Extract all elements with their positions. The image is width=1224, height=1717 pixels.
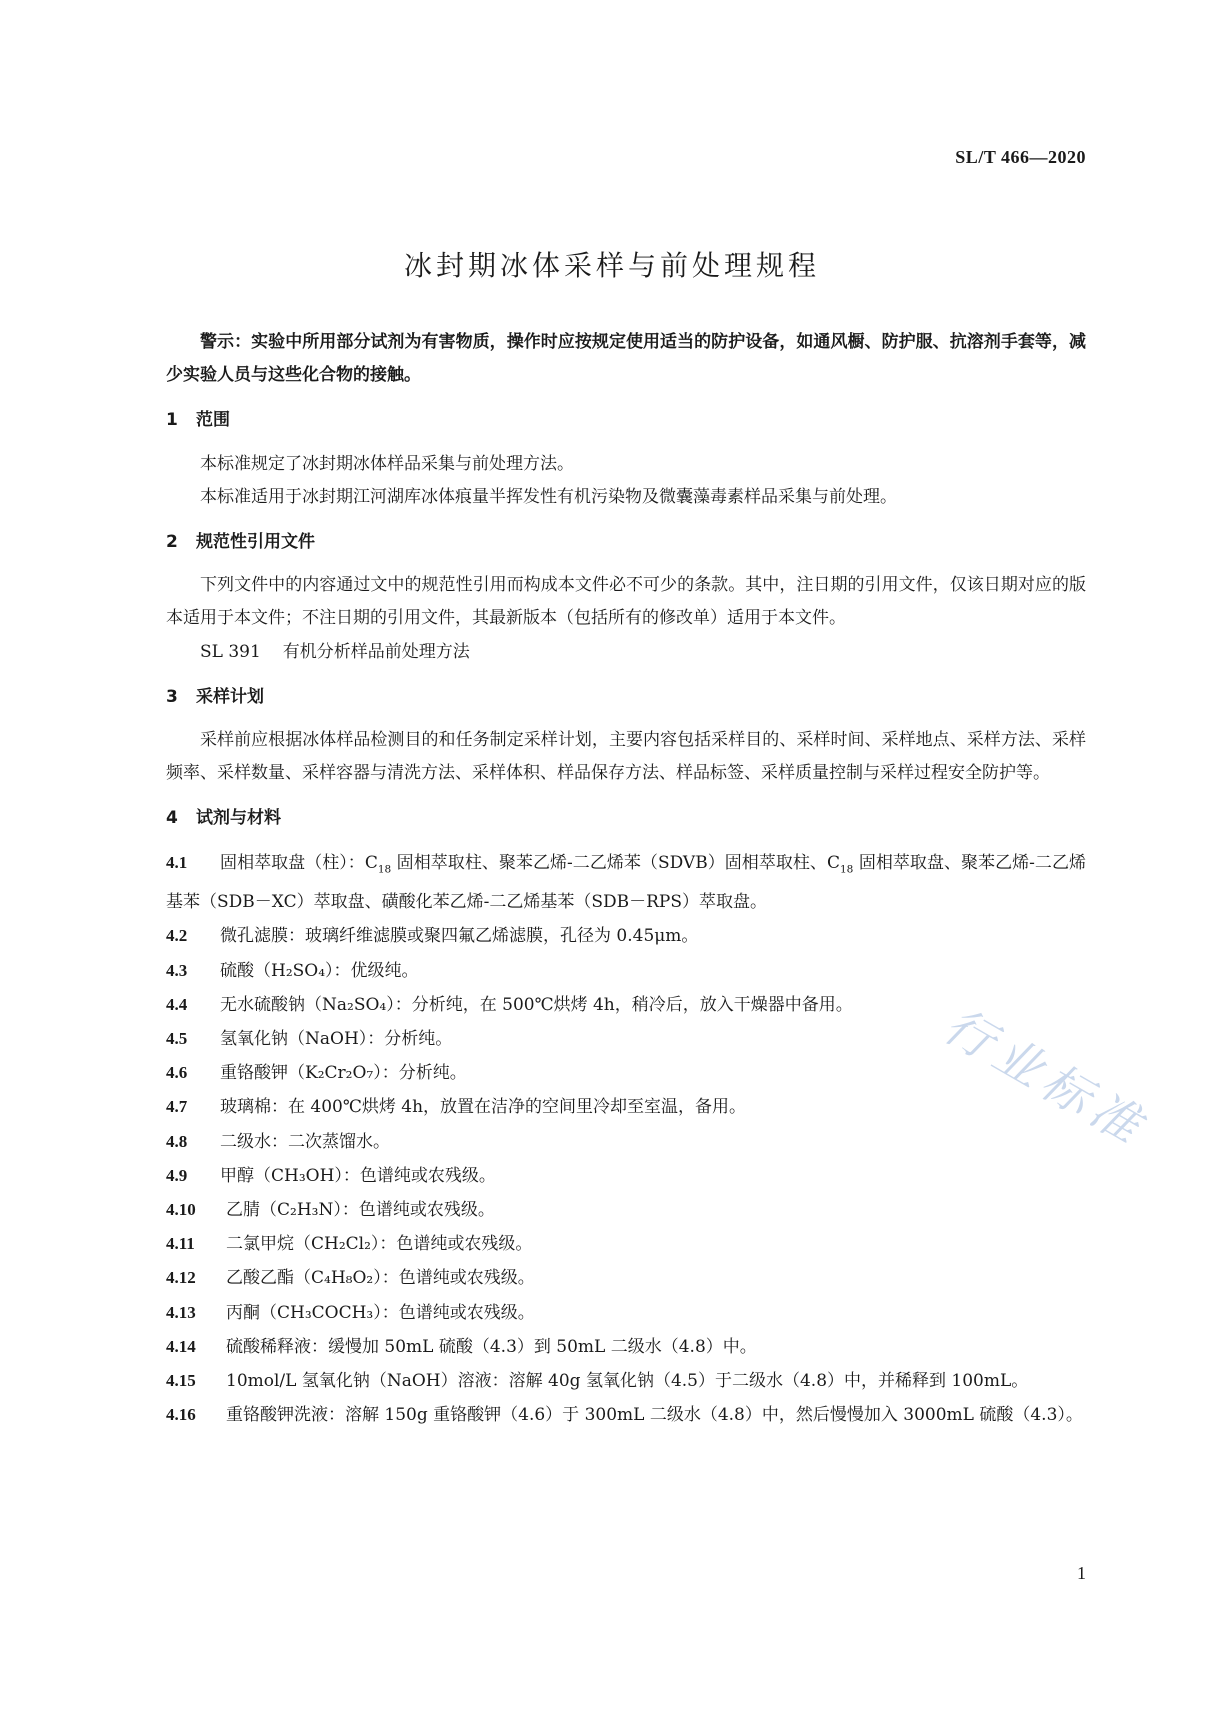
reference-entry [166,636,1086,669]
item-number: 4.3 [166,960,188,980]
item-text: 固相萃取盘（柱）：C [220,852,378,873]
paragraph: 本标准规定了冰封期冰体样品采集与前处理方法。 [200,453,574,474]
section-number: 4 [166,808,178,829]
item-number: 4.9 [166,1165,188,1185]
item-number: 4.8 [166,1131,188,1151]
paragraph: 下列文件中的内容通过文中的规范性引用而构成本文件必不可少的条款。其中，注日期的引用文件，仅该日期对应的版本适用于本文件；不注日期的引用文件，其最新版本（包括所有的修改单）适用于本文件。 [166,575,1086,629]
item-number: 4.13 [166,1302,196,1322]
item-text: 固相萃取盘、聚苯乙烯-二乙烯基苯（SDB－XC）萃取盘、磺酸化苯乙烯-二乙烯基苯（SDB－RPS）萃取盘。 [166,852,1086,913]
item-number: 4.1 [166,852,188,872]
document-title: 冰封期冰体采样与前处理规程 [403,249,820,282]
item-number: 4.10 [166,1200,196,1220]
item-number: 4.14 [166,1336,196,1356]
item-text: 固相萃取柱、聚苯乙烯-二乙烯苯（SDVB）固相萃取柱、C [391,852,840,873]
item-text: 微孔滤膜：玻璃纤维滤膜或聚四氟乙烯滤膜，孔径为 0.45μm。 [220,926,699,947]
item-text: 重铬酸钾洗液：溶解 150g 重铬酸钾（4.6）于 300mL 二级水（4.8）中，然后慢慢加入 3000mL 硫酸（4.3）。 [226,1405,1083,1426]
list-item [166,1193,1086,1227]
item-text: 10mol/L 氢氧化钠（NaOH）溶液：溶解 40g 氢氧化钠（4.5）于二级水（4.8）中，并稀释到 100mL。 [226,1371,1029,1392]
subscript: 18 [377,863,392,876]
list-item [166,1364,1086,1398]
item-number: 4.16 [166,1405,196,1425]
item-text: 二级水：二次蒸馏水。 [220,1131,390,1152]
section-number: 3 [166,686,178,707]
page-number: 1 [1077,1563,1086,1583]
item-number: 4.4 [166,994,188,1014]
paragraph: 采样前应根据冰体样品检测目的和任务制定采样计划，主要内容包括采样目的、采样时间、采样地点、采样方法、采样频率、采样数量、采样容器与清洗方法、采样体积、样品保存方法、样品标签、采样质量控制与采样过程安全防护等。 [166,730,1086,784]
list-item [166,1056,1086,1090]
item-number: 4.2 [166,926,188,946]
reference-title: 有机分析样品前处理方法 [282,641,470,662]
list-item [166,1330,1086,1364]
item-number: 4.5 [166,1029,188,1049]
item-text: 二氯甲烷（CH₂Cl₂）：色谱纯或农残级。 [226,1234,533,1255]
item-number: 4.11 [166,1234,195,1254]
section-title: 试剂与材料 [196,808,281,829]
item-text: 乙酸乙酯（C₄H₈O₂）：色谱纯或农残级。 [226,1268,535,1289]
item-text: 硫酸（H₂SO₄）：优级纯。 [220,960,419,981]
item-text: 玻璃棉：在 400℃烘烤 4h，放置在洁净的空间里冷却至室温，备用。 [220,1097,747,1118]
item-number: 4.7 [166,1097,188,1117]
list-item [166,1090,1086,1124]
list-item [166,1296,1086,1330]
list-item [166,1227,1086,1261]
item-text: 硫酸稀释液：缓慢加 50mL 硫酸（4.3）到 50mL 二级水（4.8）中。 [226,1336,757,1357]
section-heading-sampling-plan [166,681,1086,714]
watermark: 行业标准 [934,997,1157,1159]
item-text: 丙酮（CH₃COCH₃）：色谱纯或农残级。 [226,1302,535,1323]
list-item [166,1125,1086,1159]
item-number: 4.6 [166,1063,188,1083]
standard-code: SL/T 466—2020 [955,147,1086,167]
reference-code: SL 391 [200,641,261,662]
list-item [166,846,1086,920]
document-body [166,326,1086,1432]
list-item [166,954,1086,988]
item-text: 氢氧化钠（NaOH）：分析纯。 [220,1029,453,1050]
item-number: 4.15 [166,1371,196,1391]
list-item [166,1398,1086,1432]
paragraph: 本标准适用于冰封期江河湖库冰体痕量半挥发性有机污染物及微囊藻毒素样品采集与前处理。 [200,486,897,507]
item-text: 重铬酸钾（K₂Cr₂O₇）：分析纯。 [220,1063,467,1084]
section-heading-normative-references [166,526,1086,559]
section-heading-scope [166,404,1086,437]
section-number: 1 [166,410,178,431]
item-text: 乙腈（C₂H₃N）：色谱纯或农残级。 [226,1200,495,1221]
section-title: 采样计划 [196,686,264,707]
list-item [166,1159,1086,1193]
section-title: 规范性引用文件 [196,532,315,553]
item-text: 甲醇（CH₃OH）：色谱纯或农残级。 [220,1165,496,1186]
section-heading-reagents [166,802,1086,835]
subscript: 18 [839,863,854,876]
list-item [166,1261,1086,1295]
item-text: 无水硫酸钠（Na₂SO₄）：分析纯，在 500℃烘烤 4h，稍冷后，放入干燥器中备用。 [220,994,853,1015]
list-item [166,988,1086,1022]
list-item [166,919,1086,953]
section-title: 范围 [196,410,230,431]
warning-notice: 警示：实验中所用部分试剂为有害物质，操作时应按规定使用适当的防护设备，如通风橱、防护服、抗溶剂手套等，减少实验人员与这些化合物的接触。 [166,332,1086,386]
item-number: 4.12 [166,1268,196,1288]
section-number: 2 [166,532,178,553]
